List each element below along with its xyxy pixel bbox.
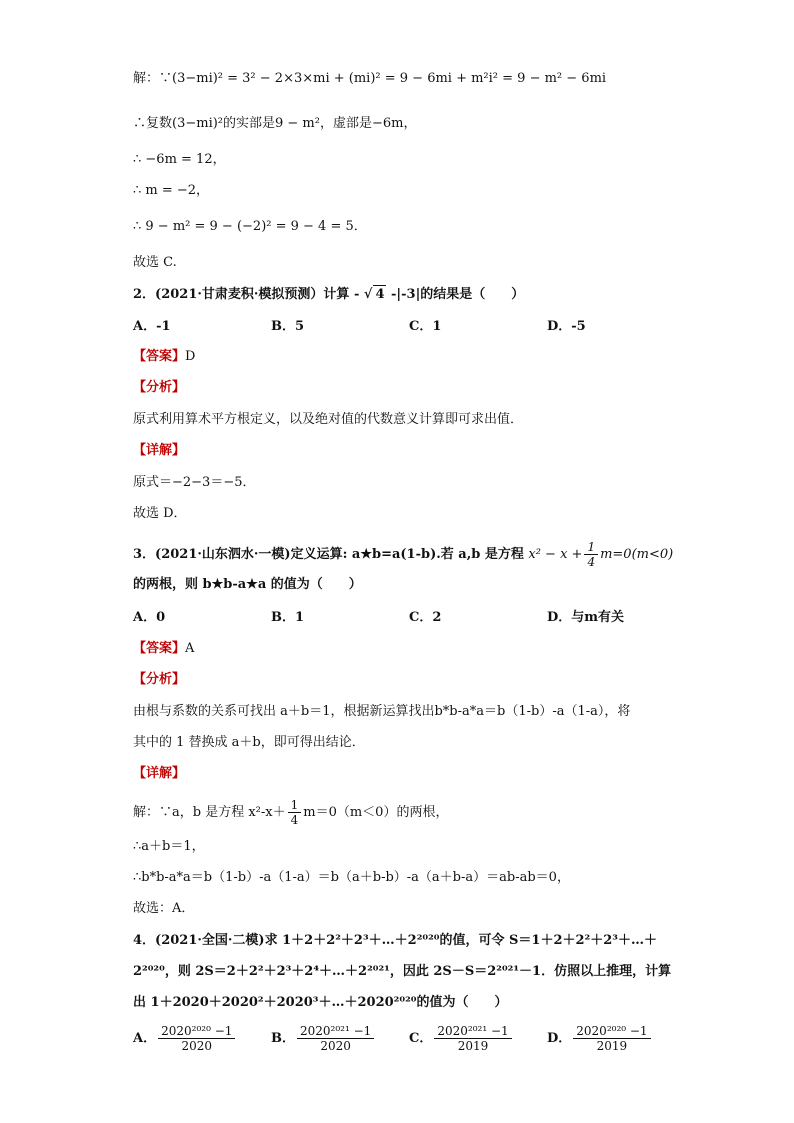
detail-line: 故选：A． [133,901,195,916]
option-b [271,1024,376,1053]
analysis-text: 由根与系数的关系可找出 a＋b＝1，根据新运算找出b*b-a*a＝b（1-b）-a（1-a），将 [133,704,631,719]
analysis-label-text: 【分析】 [133,672,186,687]
option-label: A． [133,1031,157,1046]
detail-label [133,442,185,460]
fraction-denominator: 2019 [457,1039,489,1053]
answer-line [133,640,194,658]
fraction-numerator: 1 [288,798,302,813]
analysis-label-text: 【分析】 [133,380,186,395]
detail-label-text: 【详解】 [133,766,186,781]
question-4-stem: 出 1＋2020＋2020²＋2020³＋…＋2020²⁰²⁰的值为（ ） [133,995,508,1010]
equation-part: m=0(m<0) [600,547,674,562]
question-4-stem: 4．(2021·全国·二模)求 1＋2＋2²＋2³＋…＋2²⁰²⁰的值，可令 S＝1＋2＋2²＋2³＋…＋ [133,933,657,948]
fraction [158,1024,235,1053]
detail-label-text: 【详解】 [133,443,186,458]
solution-line: ∴ 9 − m² = 9 − (−2)² = 9 − 4 = 5． [133,219,367,234]
option-label: D． [547,1031,572,1046]
option-c [409,1024,514,1053]
fraction [297,1024,374,1053]
detail-line: 故选 D． [133,506,187,521]
solution-line: ∴ m = −2， [133,183,210,198]
stem-text: -|-3|的结果是（ ） [391,287,525,302]
fraction-denominator: 4 [290,813,299,827]
option-a: A．0 [133,610,166,625]
fraction [573,1024,650,1053]
option-d [547,1024,653,1053]
fraction [434,1024,511,1053]
option-a [133,1024,237,1053]
option-d: D．与m有关 [547,610,625,625]
detail-line: ∴a＋b＝1， [133,839,205,854]
option-b: B．1 [271,610,305,625]
fraction-numerator: 2020²⁰²¹ −1 [297,1024,374,1039]
detail-label [133,765,185,783]
question-4-stem: 2²⁰²⁰，则 2S＝2＋2²＋2³＋2⁴＋…＋2²⁰²¹，因此 2S－S＝2²⁰²¹－1．仿照以上推理，计算 [133,964,672,979]
fraction-numerator: 1 [584,540,598,555]
stem-text: 3．(2021·山东泗水·一模)定义运算: a★b=a(1-b).若 a,b 是方程 [133,547,524,562]
fraction-denominator: 4 [587,555,596,569]
option-c: C．2 [409,610,442,625]
detail-text: m＝0（m＜0）的两根， [303,805,449,820]
sqrt-icon: √ [363,287,373,302]
solution-line: 解：∵(3−mi)² = 3² − 2×3×mi + (mi)² = 9 − 6mi + m²i² = 9 − m² − 6mi [133,71,607,86]
option-label: C． [409,1031,433,1046]
fraction-denominator: 2020 [181,1039,213,1053]
fraction-numerator: 2020²⁰²⁰ −1 [158,1024,235,1039]
solution-line: 故选 C. [133,255,177,270]
sqrt-value: 4 [375,287,385,302]
option-b: B．5 [271,319,305,334]
answer-label: 【答案】 [133,641,186,656]
analysis-text: 其中的 1 替换成 a＋b，即可得出结论． [133,735,365,750]
option-c: C．1 [409,319,442,334]
fraction-numerator: 2020²⁰²⁰ −1 [573,1024,650,1039]
option-label: B． [271,1031,295,1046]
answer-line [133,348,195,366]
analysis-label [133,671,185,689]
stem-text: 2．(2021·甘肃麦积·模拟预测）计算 - [133,287,360,302]
fraction [584,540,598,569]
fraction-numerator: 2020²⁰²¹ −1 [434,1024,511,1039]
analysis-text: 原式利用算术平方根定义，以及绝对值的代数意义计算即可求出值． [133,412,524,427]
equation [528,540,674,569]
question-3-stem [133,540,673,569]
equation-part: x² − x + [528,547,583,562]
solution-line: ∴复数(3−mi)²的实部是9 − m²，虚部是−6m， [133,116,417,131]
option-d: D．-5 [547,319,586,334]
fraction-denominator: 2020 [320,1039,351,1053]
solution-line: ∴ −6m = 12， [133,152,226,167]
detail-line [133,798,448,827]
option-a: A．-1 [133,319,171,334]
answer-value: A [185,641,195,656]
fraction [288,798,302,827]
fraction-denominator: 2019 [596,1039,628,1053]
answer-label: 【答案】 [133,349,186,364]
answer-value: D [185,349,196,364]
detail-line: 原式＝−2−3＝−5． [133,475,256,490]
detail-text: 解：∵a，b 是方程 x²-x＋ [133,805,286,820]
detail-line: ∴b*b-a*a＝b（1-b）-a（1-a）＝b（a＋b-b）-a（a＋b-a）＝ab-ab＝0， [133,870,570,885]
question-2-stem [133,285,524,304]
question-3-stem-cont: 的两根，则 b★b-a★a 的值为（ ） [133,577,362,592]
analysis-label [133,379,185,397]
